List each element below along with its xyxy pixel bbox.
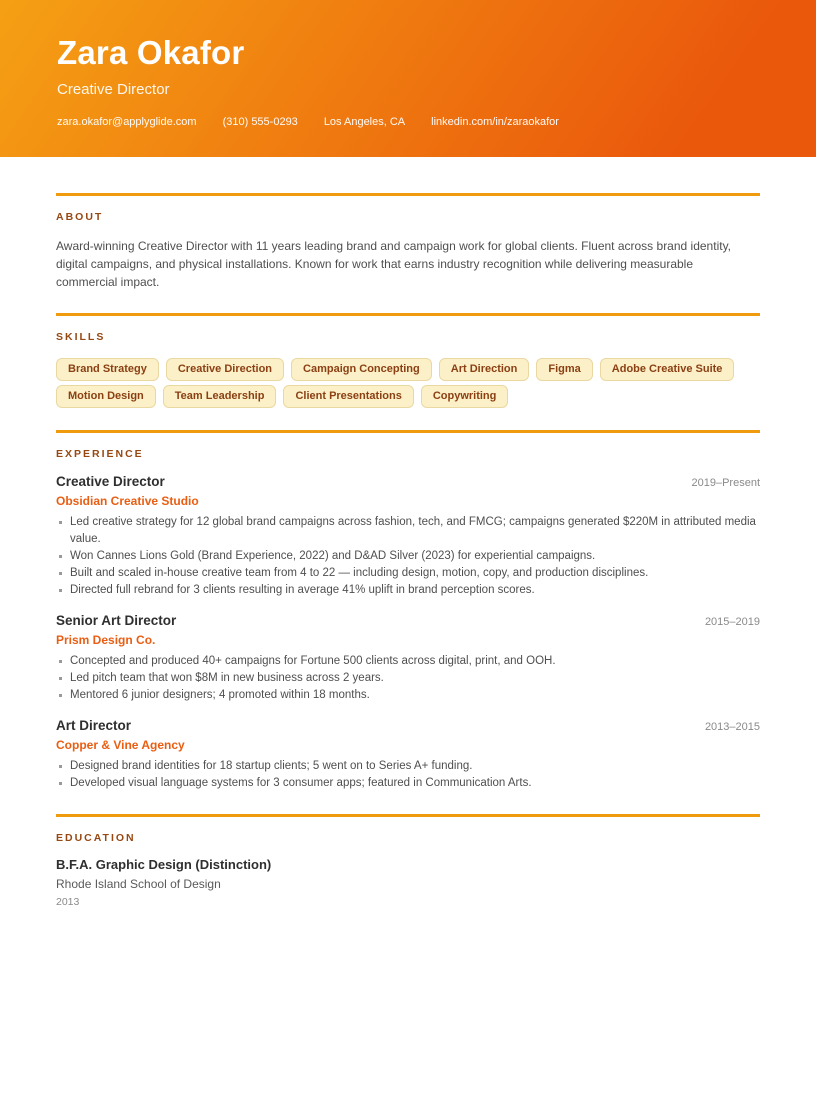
job-dates: 2013–2015 (704, 721, 760, 733)
job-entry (56, 718, 760, 792)
job-dates: 2019–Present (691, 477, 760, 489)
person-title: Creative Director (57, 81, 170, 98)
experience-heading: EXPERIENCE (56, 448, 144, 460)
job-header-row (56, 718, 760, 733)
job-header-row (56, 613, 760, 628)
skill-pill: Adobe Creative Suite (600, 358, 735, 381)
skill-pill: Client Presentations (283, 385, 413, 408)
resume-header (0, 0, 816, 157)
job-header-row (56, 474, 760, 489)
job-title: Senior Art Director (56, 613, 177, 628)
job-entry (56, 613, 760, 704)
skills-heading: SKILLS (56, 331, 106, 343)
experience-list (56, 474, 760, 792)
job-bullet: Built and scaled in-house creative team from 4 to 22 — including design, motion, copy, and production disciplines. (56, 565, 760, 582)
about-heading: ABOUT (56, 211, 104, 223)
job-company: Prism Design Co. (56, 633, 156, 647)
skill-pill: Brand Strategy (56, 358, 159, 381)
job-bullet: Led creative strategy for 12 global brand campaigns across fashion, tech, and FMCG; campaigns generated $220M in attributed media value. (56, 514, 760, 548)
job-bullet-list (56, 758, 760, 792)
job-bullet: Led pitch team that won $8M in new business across 2 years. (56, 670, 760, 687)
job-bullet: Designed brand identities for 18 startup clients; 5 went on to Series A+ funding. (56, 758, 760, 775)
contact-item: Los Angeles, CA (323, 116, 406, 128)
section-skills (56, 313, 760, 408)
section-divider (56, 313, 760, 316)
section-divider (56, 814, 760, 817)
section-about (56, 193, 760, 291)
resume-body (0, 193, 816, 948)
section-experience (56, 430, 760, 792)
contact-item: linkedin.com/in/zaraokafor (431, 116, 559, 128)
job-bullet: Won Cannes Lions Gold (Brand Experience, 2022) and D&AD Silver (2023) for experiential campaigns. (56, 548, 760, 565)
section-divider (56, 193, 760, 196)
job-dates: 2015–2019 (704, 616, 760, 628)
contact-item: (310) 555-0293 (222, 116, 298, 128)
education-degree: B.F.A. Graphic Design (Distinction) (56, 857, 272, 872)
skill-pill: Figma (536, 358, 592, 381)
job-bullet-list (56, 514, 760, 599)
job-bullet: Developed visual language systems for 3 consumer apps; featured in Communication Arts. (56, 775, 760, 792)
skill-pill: Copywriting (421, 385, 509, 408)
job-title: Creative Director (56, 474, 165, 489)
contact-row (57, 116, 759, 128)
skill-pill: Campaign Concepting (291, 358, 432, 381)
person-name: Zara Okafor (57, 34, 245, 71)
job-bullet-list (56, 653, 760, 704)
section-divider (56, 430, 760, 433)
skill-pill: Motion Design (56, 385, 156, 408)
skills-list (56, 358, 760, 408)
about-text: Award-winning Creative Director with 11 years leading brand and campaign work for global clients. Fluent across brand identity, digital campaigns, and physical installations. Known for work that earns industry recognition while delivering measurable commercial impact. (56, 239, 732, 289)
education-school: Rhode Island School of Design (56, 877, 221, 891)
job-bullet: Mentored 6 junior designers; 4 promoted within 18 months. (56, 687, 760, 704)
education-heading: EDUCATION (56, 832, 136, 844)
job-company: Copper & Vine Agency (56, 738, 185, 752)
skill-pill: Creative Direction (166, 358, 284, 381)
job-title: Art Director (56, 718, 132, 733)
education-year: 2013 (56, 896, 80, 908)
job-bullet: Concepted and produced 40+ campaigns for Fortune 500 clients across digital, print, and OOH. (56, 653, 760, 670)
job-bullet: Directed full rebrand for 3 clients resulting in average 41% uplift in brand perception scores. (56, 582, 760, 599)
skill-pill: Team Leadership (163, 385, 277, 408)
section-education (56, 814, 760, 908)
skill-pill: Art Direction (439, 358, 530, 381)
job-entry (56, 474, 760, 599)
job-company: Obsidian Creative Studio (56, 494, 199, 508)
contact-item: zara.okafor@applyglide.com (57, 116, 197, 128)
